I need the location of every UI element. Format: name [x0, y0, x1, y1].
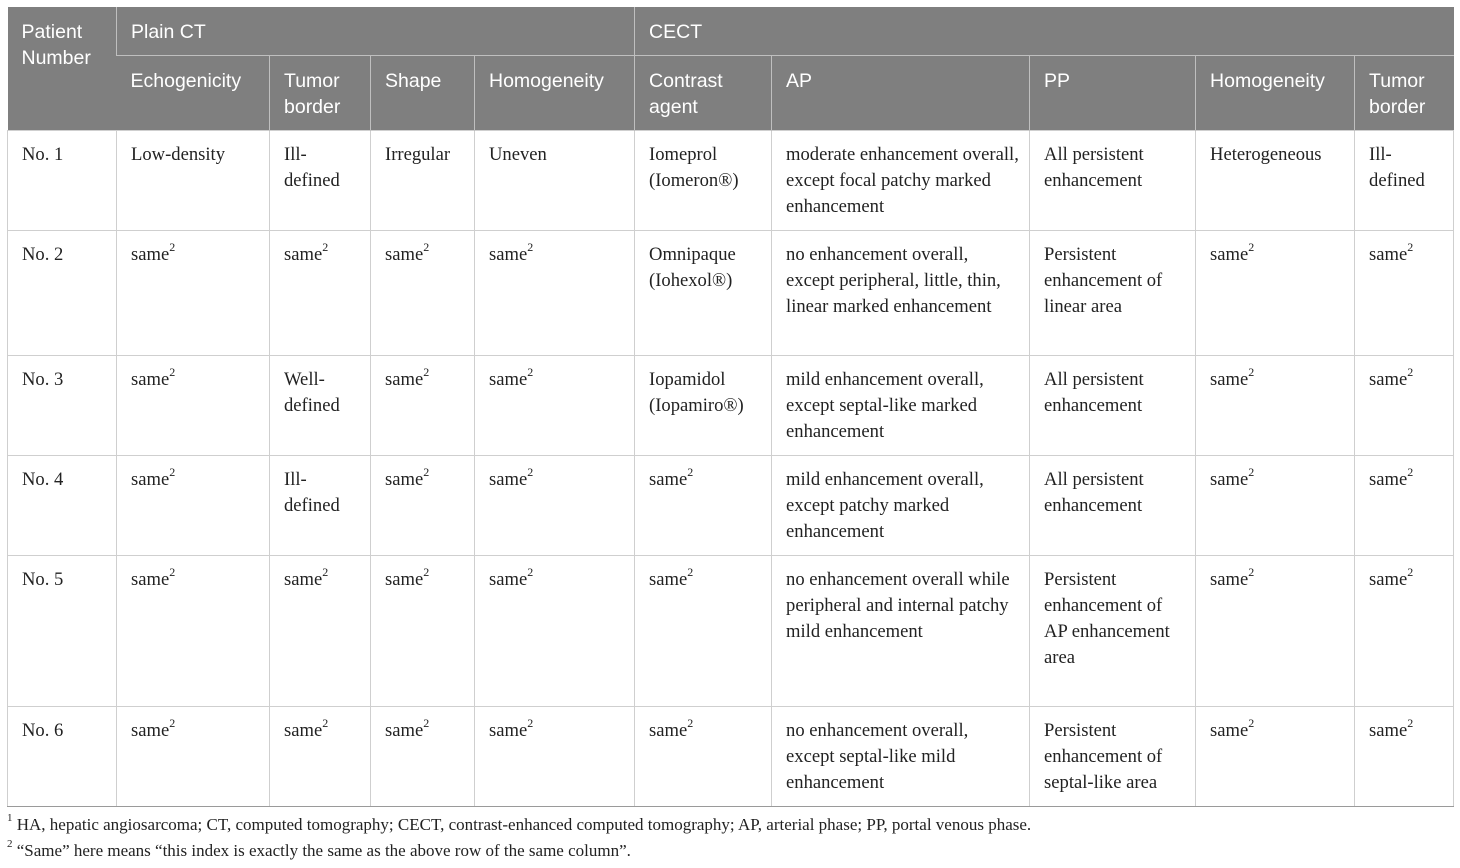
- same-text: same: [131, 244, 170, 265]
- same-text: same: [284, 244, 323, 265]
- same-footnote-marker: 2: [1407, 464, 1414, 479]
- table-row: [8, 456, 1454, 556]
- table-cell: All persistent enhancement: [1030, 356, 1196, 456]
- table-cell: [475, 556, 635, 707]
- same-footnote-marker: 2: [1407, 715, 1414, 730]
- same-text: same: [1210, 244, 1249, 265]
- table-cell: moderate enhancement overall, except focal patchy marked enhancement: [772, 131, 1030, 231]
- table-cell: [475, 356, 635, 456]
- table-cell: [1355, 356, 1454, 456]
- same-text: same: [385, 369, 424, 390]
- table-cell: [475, 231, 635, 356]
- same-footnote-marker: 2: [423, 464, 430, 479]
- header-ap: AP: [772, 56, 1030, 131]
- header-row-groups: [8, 7, 1454, 56]
- same-footnote-marker: 2: [1407, 364, 1414, 379]
- table-cell: no enhancement overall, except septal-like mild enhancement: [772, 707, 1030, 807]
- table-row: [8, 356, 1454, 456]
- same-footnote-marker: 2: [322, 239, 329, 254]
- table-cell: [635, 556, 772, 707]
- cell-patient-number: No. 2: [8, 231, 117, 356]
- footnote-text: HA, hepatic angiosarcoma; CT, computed tomography; CECT, contrast-enhanced computed tomography; AP, arterial phase; PP, portal venous phase.: [16, 815, 1032, 834]
- table-cell: [1196, 707, 1355, 807]
- same-text: same: [131, 469, 170, 490]
- header-cect-homogeneity: Homogeneity: [1196, 56, 1355, 131]
- footnote-2: [7, 838, 1453, 864]
- footnote-marker: 2: [7, 838, 13, 851]
- table-cell: [1355, 456, 1454, 556]
- table-cell: [371, 456, 475, 556]
- same-footnote-marker: 2: [1248, 464, 1255, 479]
- table-cell: [635, 456, 772, 556]
- header-pp: PP: [1030, 56, 1196, 131]
- table-cell: [270, 231, 371, 356]
- table-cell: [1355, 231, 1454, 356]
- same-footnote-marker: 2: [1407, 239, 1414, 254]
- table-cell: [475, 707, 635, 807]
- same-footnote-marker: 2: [169, 464, 176, 479]
- same-footnote-marker: 2: [527, 239, 534, 254]
- table-cell: [270, 707, 371, 807]
- same-footnote-marker: 2: [1248, 564, 1255, 579]
- same-footnote-marker: 2: [423, 364, 430, 379]
- header-homogeneity: Homogeneity: [475, 56, 635, 131]
- table-cell: Ill-defined: [270, 456, 371, 556]
- table-cell: [371, 231, 475, 356]
- same-footnote-marker: 2: [1407, 564, 1414, 579]
- same-text: same: [1369, 244, 1408, 265]
- same-text: same: [649, 469, 688, 490]
- same-text: same: [489, 469, 528, 490]
- table-cell: Omnipaque (Iohexol®): [635, 231, 772, 356]
- ct-findings-table: [7, 7, 1454, 807]
- same-text: same: [385, 469, 424, 490]
- same-text: same: [131, 720, 170, 741]
- cell-patient-number: No. 4: [8, 456, 117, 556]
- table-cell: [371, 356, 475, 456]
- same-text: same: [385, 720, 424, 741]
- footnotes: [7, 812, 1453, 864]
- same-footnote-marker: 2: [169, 239, 176, 254]
- same-text: same: [385, 244, 424, 265]
- same-footnote-marker: 2: [1248, 715, 1255, 730]
- header-cect-tumor-border: Tumor border: [1355, 56, 1454, 131]
- same-text: same: [385, 569, 424, 590]
- same-footnote-marker: 2: [423, 715, 430, 730]
- same-footnote-marker: 2: [527, 564, 534, 579]
- header-contrast-agent: Contrast agent: [635, 56, 772, 131]
- same-text: same: [489, 244, 528, 265]
- table-cell: Irregular: [371, 131, 475, 231]
- same-text: same: [649, 720, 688, 741]
- table-cell: [1196, 456, 1355, 556]
- table-cell: [1196, 356, 1355, 456]
- header-cect: CECT: [635, 7, 1454, 56]
- table-cell: Heterogeneous: [1196, 131, 1355, 231]
- same-text: same: [284, 720, 323, 741]
- table-cell: [1196, 231, 1355, 356]
- table-cell: [475, 456, 635, 556]
- table-cell: Persistent enhancement of septal-like area: [1030, 707, 1196, 807]
- footnote-text: “Same” here means “this index is exactly the same as the above row of the same column”.: [16, 841, 631, 860]
- table-cell: [270, 556, 371, 707]
- table-body: [8, 131, 1454, 807]
- same-text: same: [1369, 569, 1408, 590]
- cell-patient-number: No. 5: [8, 556, 117, 707]
- cell-patient-number: No. 3: [8, 356, 117, 456]
- same-footnote-marker: 2: [423, 239, 430, 254]
- same-text: same: [1210, 469, 1249, 490]
- table-row: [8, 707, 1454, 807]
- same-footnote-marker: 2: [687, 564, 694, 579]
- same-text: same: [131, 369, 170, 390]
- same-footnote-marker: 2: [527, 364, 534, 379]
- footnote-marker: 1: [7, 812, 13, 825]
- table-cell: All persistent enhancement: [1030, 131, 1196, 231]
- footnote-1: [7, 812, 1453, 838]
- table-row: [8, 131, 1454, 231]
- same-footnote-marker: 2: [527, 715, 534, 730]
- same-footnote-marker: 2: [423, 564, 430, 579]
- same-footnote-marker: 2: [1248, 364, 1255, 379]
- table-cell: [117, 707, 270, 807]
- same-text: same: [131, 569, 170, 590]
- table-cell: [371, 707, 475, 807]
- same-text: same: [1210, 720, 1249, 741]
- table-cell: Uneven: [475, 131, 635, 231]
- table-cell: mild enhancement overall, except septal-like marked enhancement: [772, 356, 1030, 456]
- table-row: [8, 231, 1454, 356]
- table-cell: mild enhancement overall, except patchy marked enhancement: [772, 456, 1030, 556]
- table-cell: [1355, 707, 1454, 807]
- header-row-columns: [8, 56, 1454, 131]
- header-patient-number: Patient Number: [8, 7, 117, 131]
- table-cell: Persistent enhancement of AP enhancement area: [1030, 556, 1196, 707]
- header-shape: Shape: [371, 56, 475, 131]
- same-text: same: [489, 569, 528, 590]
- table-cell: [117, 231, 270, 356]
- table-cell: [117, 556, 270, 707]
- table-container: [7, 7, 1453, 807]
- table-cell: Well-defined: [270, 356, 371, 456]
- table-cell: [117, 456, 270, 556]
- header-echogenicity: Echogenicity: [117, 56, 270, 131]
- same-text: same: [1369, 369, 1408, 390]
- same-text: same: [489, 369, 528, 390]
- table-cell: no enhancement overall, except peripheral, little, thin, linear marked enhancement: [772, 231, 1030, 356]
- cell-patient-number: No. 6: [8, 707, 117, 807]
- table-row: [8, 556, 1454, 707]
- table-cell: [371, 556, 475, 707]
- header-plain-ct: Plain CT: [117, 7, 635, 56]
- same-footnote-marker: 2: [1248, 239, 1255, 254]
- same-text: same: [489, 720, 528, 741]
- table-cell: Ill-defined: [270, 131, 371, 231]
- cell-patient-number: No. 1: [8, 131, 117, 231]
- same-footnote-marker: 2: [169, 364, 176, 379]
- table-cell: All persistent enhancement: [1030, 456, 1196, 556]
- same-footnote-marker: 2: [687, 464, 694, 479]
- table-cell: no enhancement overall while peripheral and internal patchy mild enhancement: [772, 556, 1030, 707]
- table-cell: [1355, 556, 1454, 707]
- table-cell: Low-density: [117, 131, 270, 231]
- same-text: same: [284, 569, 323, 590]
- table-cell: [1196, 556, 1355, 707]
- same-text: same: [1369, 469, 1408, 490]
- same-text: same: [1210, 569, 1249, 590]
- same-text: same: [1369, 720, 1408, 741]
- header-tumor-border: Tumor border: [270, 56, 371, 131]
- same-text: same: [1210, 369, 1249, 390]
- table-cell: Persistent enhancement of linear area: [1030, 231, 1196, 356]
- table-cell: [117, 356, 270, 456]
- table-cell: [635, 707, 772, 807]
- same-footnote-marker: 2: [169, 564, 176, 579]
- same-text: same: [649, 569, 688, 590]
- same-footnote-marker: 2: [322, 715, 329, 730]
- table-cell: Iomeprol (Iomeron®): [635, 131, 772, 231]
- same-footnote-marker: 2: [169, 715, 176, 730]
- same-footnote-marker: 2: [687, 715, 694, 730]
- same-footnote-marker: 2: [322, 564, 329, 579]
- same-footnote-marker: 2: [527, 464, 534, 479]
- table-cell: Iopamidol (Iopamiro®): [635, 356, 772, 456]
- table-cell: Ill-defined: [1355, 131, 1454, 231]
